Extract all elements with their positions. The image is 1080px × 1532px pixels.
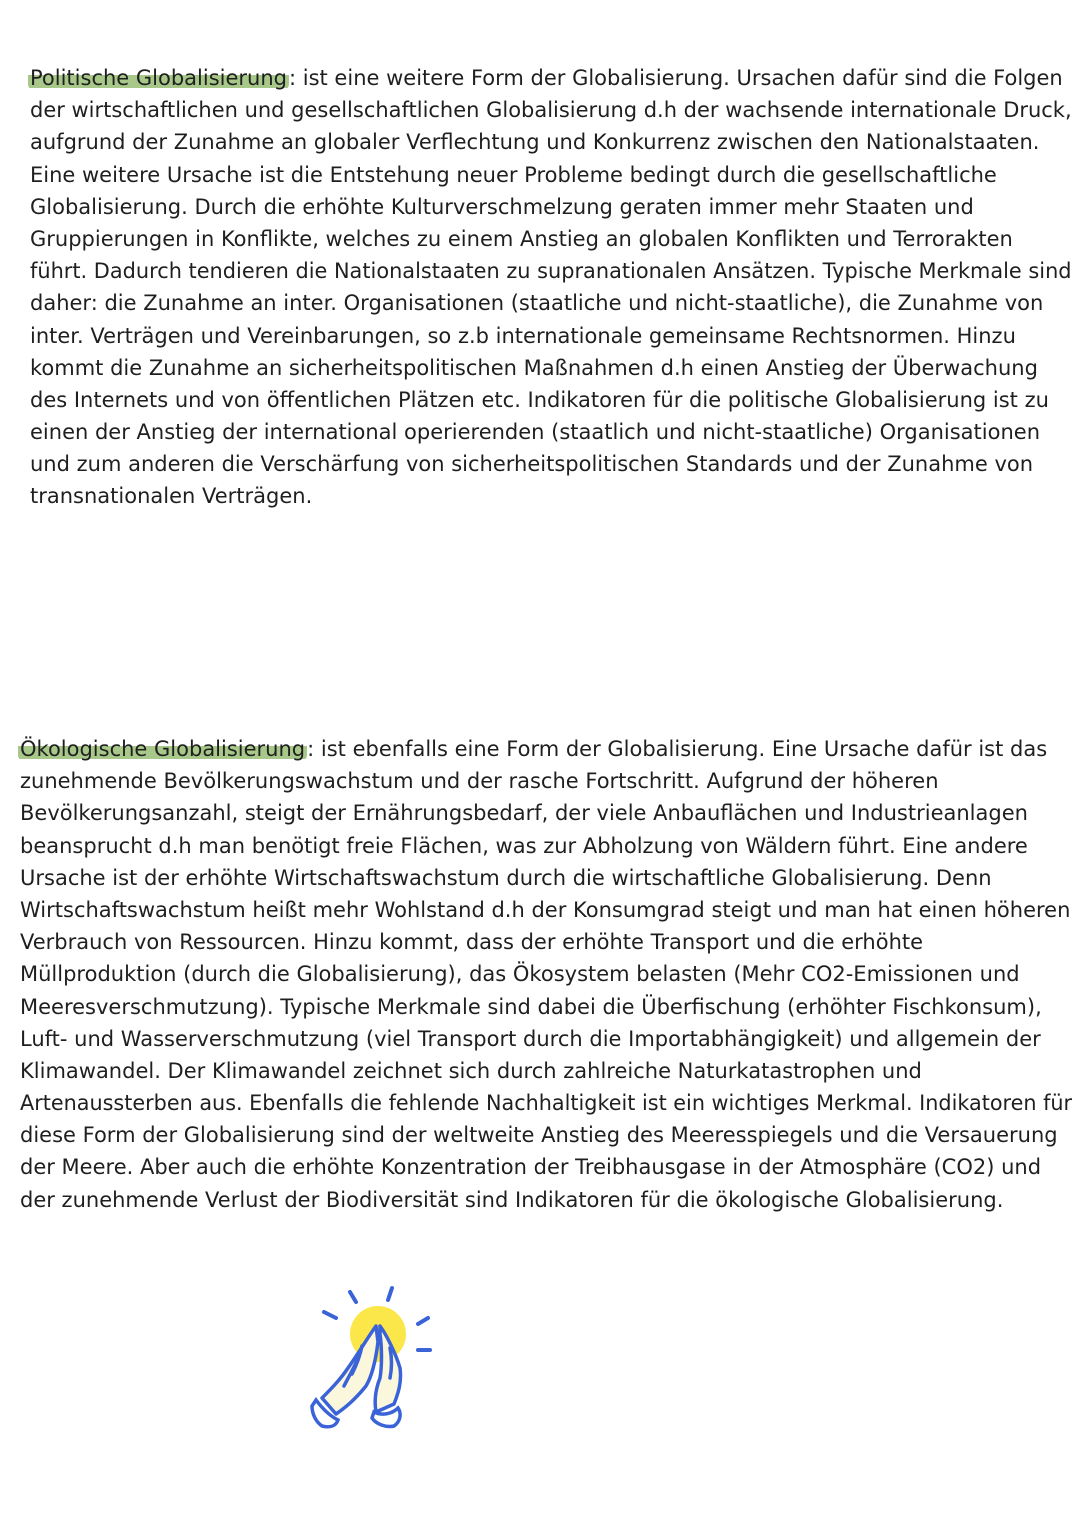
text-line: Globalisierung. Durch die erhöhte Kulturverschmelzung geraten immer mehr Staaten und bbox=[30, 194, 974, 219]
text-line: Meeresverschmutzung). Typische Merkmale sind dabei die Überfischung (erhöhter Fischkonsum), bbox=[20, 994, 1042, 1019]
text-line: der zunehmende Verlust der Biodiversität sind Indikatoren für die ökologische Globalisierung. bbox=[20, 1187, 1004, 1212]
praying-hands-icon bbox=[300, 1282, 450, 1447]
highlighted-term: Ökologische Globalisierung bbox=[20, 737, 306, 761]
text-line: zunehmende Bevölkerungswachstum und der rasche Fortschritt. Aufgrund der höheren bbox=[20, 769, 939, 794]
text-line: einen der Anstieg der international operierenden (staatlich und nicht-staatliche) Organisationen bbox=[30, 420, 1040, 445]
text-line: kommt die Zunahme an sicherheitspolitischen Maßnahmen d.h einen Anstieg der Überwachung bbox=[30, 355, 1038, 380]
text-line: Müllproduktion (durch die Globalisierung), das Ökosystem belasten (Mehr CO2-Emissionen und bbox=[20, 962, 1020, 987]
text-line: Luft- und Wasserverschmutzung (viel Transport durch die Importabhängigkeit) und allgemein der bbox=[20, 1026, 1041, 1051]
text-line: Klimawandel. Der Klimawandel zeichnet sich durch zahlreiche Naturkatastrophen und bbox=[20, 1058, 922, 1083]
text-line: Bevölkerungsanzahl, steigt der Ernährungsbedarf, der viele Anbauflächen und Industrieanlagen bbox=[20, 801, 1028, 826]
text-line: transnationalen Verträgen. bbox=[30, 484, 313, 509]
text-line: Politische Globalisierung: ist eine weitere Form der Globalisierung. Ursachen dafür sind die Folgen bbox=[30, 66, 1063, 90]
text-line: Verbrauch von Ressourcen. Hinzu kommt, dass der erhöhte Transport und die erhöhte bbox=[20, 930, 924, 955]
text-line: Eine weitere Ursache ist die Entstehung neuer Probleme bedingt durch die gesellschaftliche bbox=[30, 162, 997, 187]
text-line: führt. Dadurch tendieren die Nationalstaaten zu supranationalen Ansätzen. Typische Merkmale sind bbox=[30, 259, 1072, 284]
text-line: Wirtschaftswachstum heißt mehr Wohlstand d.h der Konsumgrad steigt und man hat einen höheren bbox=[20, 897, 1071, 922]
text-line: der Meere. Aber auch die erhöhte Konzentration der Treibhausgase in der Atmosphäre (CO2) und bbox=[20, 1155, 1042, 1180]
text-line: und zum anderen die Verschärfung von sicherheitspolitischen Standards und der Zunahme von bbox=[30, 452, 1034, 477]
text-line: Ursache ist der erhöhte Wirtschaftswachstum durch die wirtschaftliche Globalisierung. Denn bbox=[20, 865, 992, 890]
paragraph-politische-globalisierung bbox=[30, 62, 1079, 513]
text-line: aufgrund der Zunahme an globaler Verflechtung und Konkurrenz zwischen den Nationalstaaten. bbox=[30, 130, 1040, 155]
text-line: beansprucht d.h man benötigt freie Flächen, was zur Abholzung von Wäldern führt. Eine andere bbox=[20, 833, 1028, 858]
text-line: Ökologische Globalisierung: ist ebenfalls eine Form der Globalisierung. Eine Ursache dafür ist das bbox=[20, 737, 1048, 761]
text-line: Gruppierungen in Konflikte, welches zu einem Anstieg an globalen Konflikten und Terrorakten bbox=[30, 226, 1013, 251]
text-line: daher: die Zunahme an inter. Organisationen (staatliche und nicht-staatliche), die Zunahme von bbox=[30, 291, 1044, 316]
text-line: Artenaussterben aus. Ebenfalls die fehlende Nachhaltigkeit ist ein wichtiges Merkmal. Indikatoren für bbox=[20, 1091, 1073, 1116]
text-line: der wirtschaftlichen und gesellschaftlichen Globalisierung d.h der wachsende internationale Druck, bbox=[30, 98, 1072, 123]
highlighted-term: Politische Globalisierung bbox=[30, 66, 287, 90]
text-line: des Internets und von öffentlichen Plätzen etc. Indikatoren für die politische Globalisierung ist zu bbox=[30, 387, 1049, 412]
text-line: diese Form der Globalisierung sind der weltweite Anstieg des Meeresspiegels und die Versauerung bbox=[20, 1123, 1058, 1148]
text-line: inter. Verträgen und Vereinbarungen, so z.b internationale gemeinsame Rechtsnormen. Hinzu bbox=[30, 323, 1016, 348]
paragraph-oekologische-globalisierung bbox=[20, 733, 1080, 1216]
